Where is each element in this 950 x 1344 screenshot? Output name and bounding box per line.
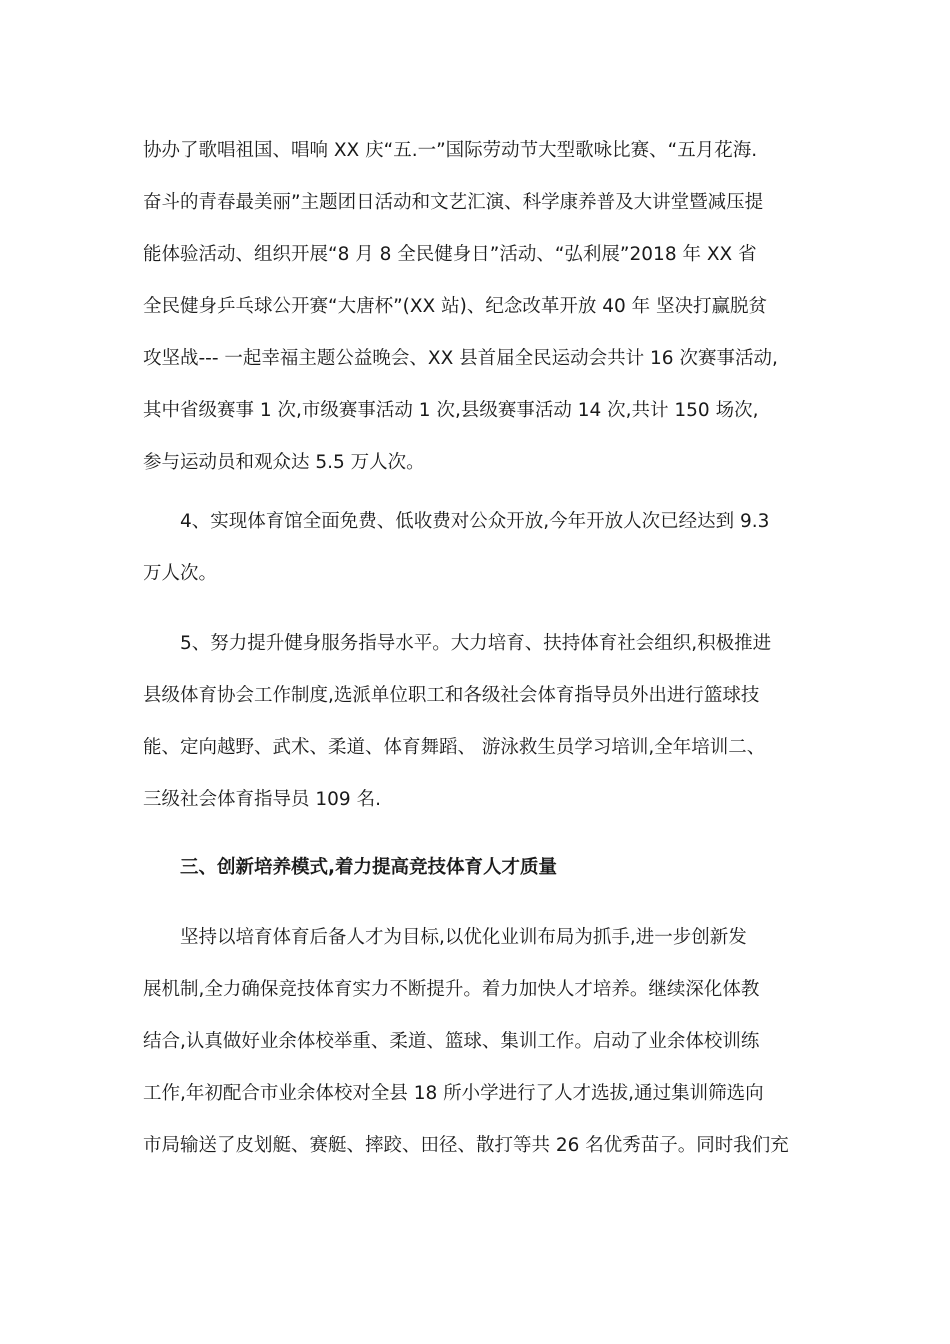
text-line: 三级社会体育指导员 109 名. <box>143 789 381 810</box>
text-line: 参与运动员和观众达 5.5 万人次。 <box>143 452 425 473</box>
text-line: 能、定向越野、武术、柔道、体育舞蹈、 游泳救生员学习培训,全年培训二、 <box>143 737 766 758</box>
text-line: 县级体育协会工作制度,选派单位职工和各级社会体育指导员外出进行篮球技 <box>143 685 760 706</box>
paragraph-gym-opening <box>143 496 815 600</box>
section-heading-3 <box>143 842 815 894</box>
text-line: 4、实现体育馆全面免费、低收费对公众开放,今年开放人次已经达到 9.3 <box>143 511 770 532</box>
paragraph-fitness-guidance <box>143 618 815 826</box>
text-line: 坚持以培育体育后备人才为目标,以优化业训布局为抓手,进一步创新发 <box>143 927 747 948</box>
text-line: 全民健身乒乓球公开赛“大唐杯”(XX 站)、纪念改革开放 40 年 坚决打赢脱贫 <box>143 296 768 317</box>
text-line: 工作,年初配合市业余体校对全县 18 所小学进行了人才选拔,通过集训筛选向 <box>143 1083 764 1104</box>
section-heading: 三、创新培养模式,着力提高竞技体育人才质量 <box>143 857 558 878</box>
text-line: 万人次。 <box>143 563 218 584</box>
text-line: 攻坚战--- 一起幸福主题公益晚会、XX 县首届全民运动会共计 16 次赛事活动, <box>143 348 778 369</box>
text-line: 能体验活动、组织开展“8 月 8 全民健身日”活动、“弘利展”2018 年 XX 省 <box>143 244 757 265</box>
text-line: 协办了歌唱祖国、唱响 XX 庆“五.一”国际劳动节大型歌咏比赛、“五月花海. <box>143 140 758 161</box>
text-line: 奋斗的青春最美丽”主题团日活动和文艺汇演、科学康养普及大讲堂暨减压提 <box>143 192 764 213</box>
text-line: 展机制,全力确保竞技体育实力不断提升。着力加快人才培养。继续深化体教 <box>143 979 760 1000</box>
text-line: 5、努力提升健身服务指导水平。大力培育、扶持体育社会组织,积极推进 <box>143 633 772 654</box>
text-line: 结合,认真做好业余体校举重、柔道、篮球、集训工作。启动了业余体校训练 <box>143 1031 760 1052</box>
paragraph-talent-training <box>143 912 815 1172</box>
text-line: 其中省级赛事 1 次,市级赛事活动 1 次,县级赛事活动 14 次,共计 150 场次, <box>143 400 759 421</box>
paragraph-events <box>143 125 815 489</box>
text-line: 市局输送了皮划艇、赛艇、摔跤、田径、散打等共 26 名优秀苗子。同时我们充 <box>143 1135 789 1156</box>
